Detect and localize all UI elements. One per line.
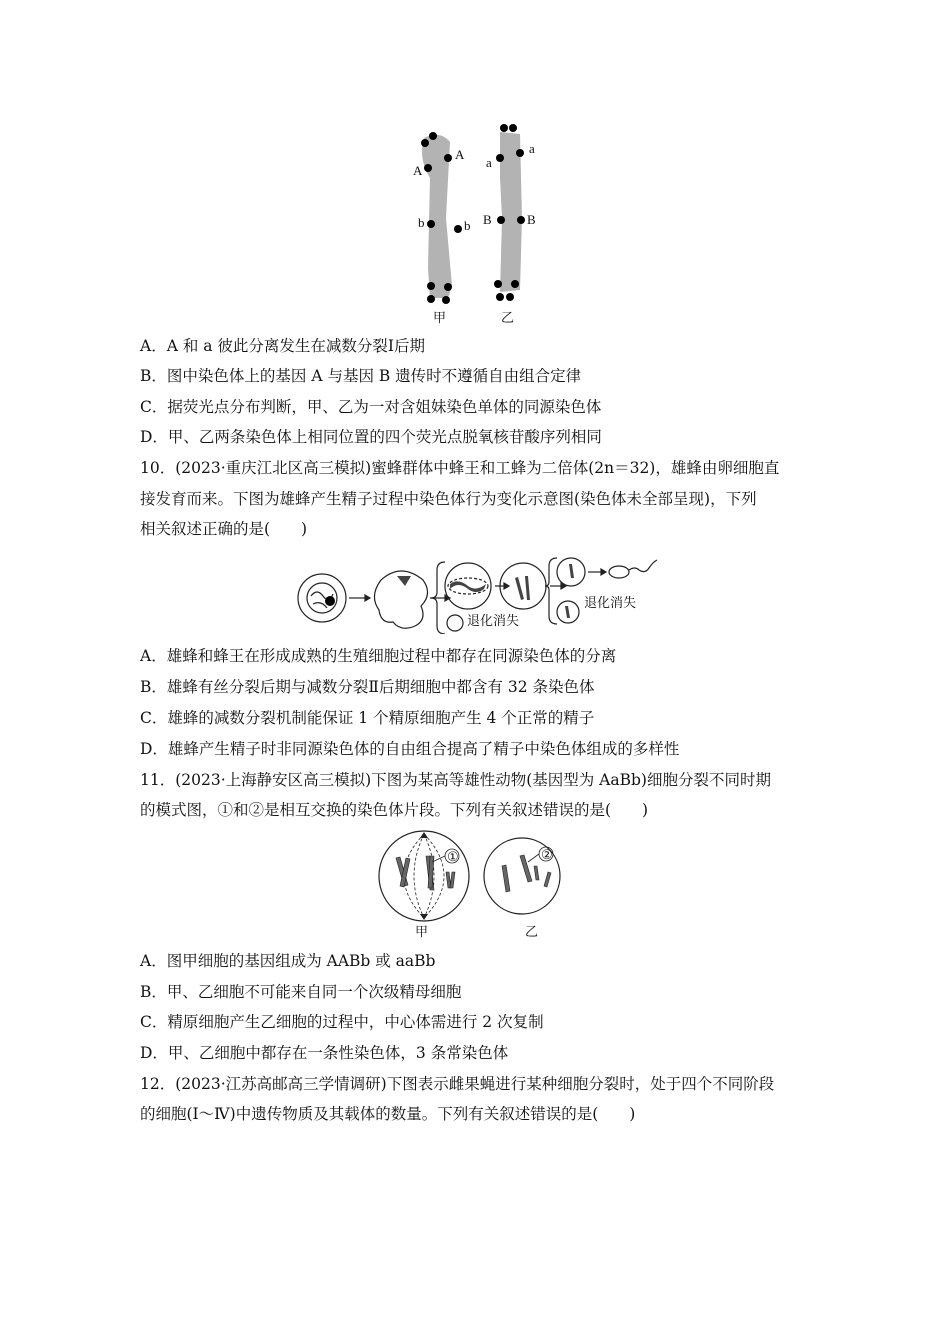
gene-label: A — [455, 147, 465, 162]
q10-option-d: D．雄蜂产生精子时非同源染色体的自由组合提高了精子中染色体组成的多样性 — [140, 740, 680, 758]
degenerate-label-2: 退化消失 — [584, 596, 637, 611]
sperm-tail — [629, 560, 657, 572]
gene-label: B — [527, 212, 536, 227]
q11-stem-line: 的模式图，①和②是相互交换的染色体片段。下列有关叙述错误的是( ) — [140, 801, 649, 819]
q11-option-b: B．甲、乙细胞不可能来自同一个次级精母细胞 — [140, 983, 462, 1001]
q10-stem-line: 接发育而来。下图为雄蜂产生精子过程中染色体行为变化示意图(染色体未全部呈现)，下列 — [140, 490, 757, 508]
gene-label: b — [464, 218, 471, 233]
q11-option-c: C．精原细胞产生乙细胞的过程中，中心体需进行 2 次复制 — [140, 1013, 544, 1031]
q11-stem-line: 11．(2023·上海静安区高三模拟)下图为某高等雄性动物(基因型为 AaBb)细胞分裂不同时期 — [140, 771, 771, 789]
q9-option-d: D．甲、乙两条染色体上相同位置的四个荧光点脱氧核苷酸序列相同 — [140, 428, 602, 446]
cell-1 — [298, 574, 346, 622]
caption-yi: 乙 — [525, 924, 539, 939]
gene-label: a — [486, 155, 492, 170]
gene-label: a — [529, 141, 535, 156]
q10-option-b: B．雄蜂有丝分裂后期与减数分裂Ⅱ后期细胞中都含有 32 条染色体 — [140, 678, 595, 696]
caption-jia: 甲 — [433, 310, 447, 325]
q10-option-c: C．雄蜂的减数分裂机制能保证 1 个精原细胞产生 4 个正常的精子 — [140, 709, 595, 727]
caption-jia: 甲 — [415, 924, 429, 939]
q10-stem-line: 10．(2023·重庆江北区高三模拟)蜜蜂群体中蜂王和工蜂为二倍体(2n＝32)，雄蜂由卵细胞直 — [140, 459, 780, 477]
chromosome-figure-9 — [400, 118, 560, 330]
q9-option-c: C．据荧光点分布判断，甲、乙为一对含姐妹染色单体的同源染色体 — [140, 398, 602, 416]
q9-option-a: A．A 和 a 彼此分离发生在减数分裂Ⅰ后期 — [140, 337, 426, 355]
q9-option-b: B．图中染色体上的基因 A 与基因 B 遗传时不遵循自由组合定律 — [140, 367, 582, 385]
q12-stem-line: 12．(2023·江苏高邮高三学情调研)下图表示雌果蝇进行某种细胞分裂时，处于四个不同阶段 — [140, 1075, 775, 1093]
gene-label: A — [413, 163, 423, 178]
gene-label: B — [483, 212, 492, 227]
cell-jia — [379, 831, 469, 921]
sperm-head — [609, 566, 629, 578]
q11-option-a: A．图甲细胞的基因组成为 AABb 或 aaBb — [140, 952, 436, 970]
q10-stem-line: 相关叙述正确的是( ) — [140, 520, 308, 538]
mark-1: ① — [447, 849, 459, 864]
mark-2: ② — [541, 847, 553, 862]
degenerating-cell-1 — [447, 615, 463, 631]
degenerate-label-1: 退化消失 — [467, 614, 520, 629]
q10-option-a: A．雄蜂和蜂王在形成成熟的生殖细胞过程中都存在同源染色体的分离 — [140, 647, 617, 665]
caption-yi: 乙 — [501, 310, 515, 325]
cell-division-figure-11 — [372, 826, 582, 942]
q12-stem-line: 的细胞(Ⅰ～Ⅳ)中遗传物质及其载体的数量。下列有关叙述错误的是( ) — [140, 1105, 636, 1123]
gene-label: b — [418, 215, 425, 230]
q11-option-d: D．甲、乙细胞中都存在一条性染色体，3 条常染色体 — [140, 1044, 509, 1062]
